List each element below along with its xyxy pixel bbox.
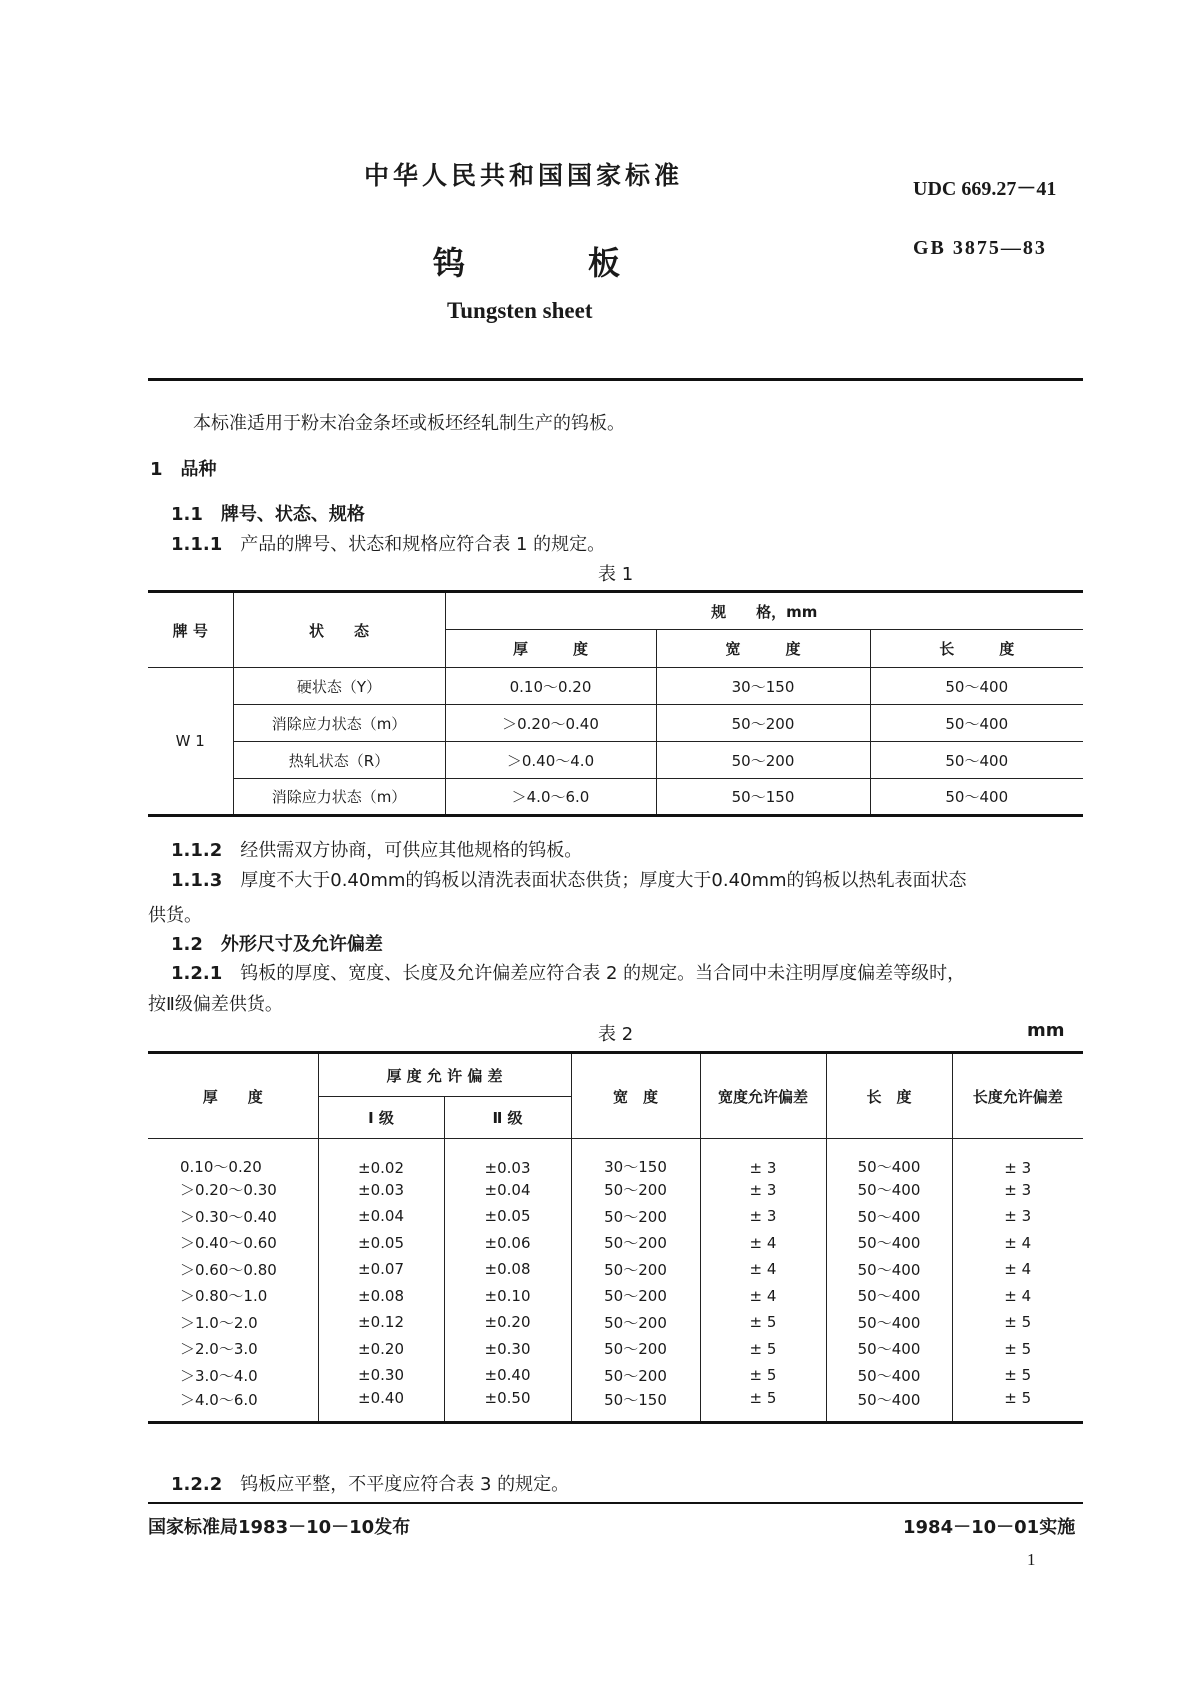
table-cell: 50～400 <box>826 1283 952 1310</box>
table-row <box>148 1336 1083 1363</box>
table-cell: 50～400 <box>826 1139 952 1177</box>
table-cell: ±0.40 <box>444 1362 571 1389</box>
table-cell: 30～150 <box>656 668 870 705</box>
header-grade-1: Ⅰ 级 <box>318 1097 444 1139</box>
clause-number: 1.1.3 <box>171 870 223 891</box>
clause-text: 产品的牌号、状态和规格应符合表 1 的规定。 <box>240 534 606 555</box>
table-cell: 50～200 <box>656 705 870 742</box>
table-cell: ±0.04 <box>318 1203 444 1230</box>
header-grade-2: Ⅱ 级 <box>444 1097 571 1139</box>
intro-text: 本标准适用于粉末冶金条坯或板坯经轧制生产的钨板。 <box>193 413 625 434</box>
table-cell: ±0.12 <box>318 1309 444 1336</box>
clause-1-1-3-cont: 供货。 <box>148 905 202 926</box>
table-cell: ± 5 <box>952 1309 1083 1336</box>
table-cell: 50～400 <box>870 779 1083 816</box>
table-cell: 50～400 <box>870 668 1083 705</box>
table-cell: 50～200 <box>571 1336 700 1363</box>
header-thickness-tolerance: 厚 度 允 许 偏 差 <box>318 1053 571 1097</box>
table-cell: 0.10～0.20 <box>148 1139 318 1177</box>
table-1 <box>148 590 1083 817</box>
table-cell: ＞0.20～0.30 <box>148 1177 318 1204</box>
table-cell: 0.10～0.20 <box>445 668 656 705</box>
table-row <box>148 1283 1083 1310</box>
table-cell: ＞4.0～6.0 <box>445 779 656 816</box>
section-1-1-heading: 1.1 牌号、状态、规格 <box>171 504 365 525</box>
table-cell: ±0.50 <box>444 1389 571 1423</box>
table-cell: ＞0.40～4.0 <box>445 742 656 779</box>
table-row <box>148 1177 1083 1204</box>
table-cell: ±0.04 <box>444 1177 571 1204</box>
table-cell: 50～200 <box>656 742 870 779</box>
table-cell: ±0.10 <box>444 1283 571 1310</box>
title-en: Tungsten sheet <box>447 298 593 323</box>
table-cell: ±0.03 <box>444 1139 571 1177</box>
header-divider <box>148 378 1083 381</box>
table-cell: 消除应力状态（m） <box>233 705 445 742</box>
table-cell: ± 5 <box>700 1389 826 1423</box>
table-cell: ± 4 <box>952 1230 1083 1257</box>
table-cell: ±0.06 <box>444 1230 571 1257</box>
table-cell: ± 5 <box>952 1389 1083 1423</box>
table-cell: ＞0.30～0.40 <box>148 1203 318 1230</box>
clause-1-2-2 <box>171 1470 569 1496</box>
table-row <box>148 1230 1083 1257</box>
table-row <box>148 1139 1083 1177</box>
udc-code: UDC 669.27－41 <box>913 178 1057 200</box>
clause-number: 1.2.1 <box>171 963 223 984</box>
table-cell: ± 3 <box>700 1177 826 1204</box>
table1-caption: 表 1 <box>598 564 634 585</box>
issue-date: 国家标准局1983－10－10发布 <box>148 1517 411 1538</box>
table-cell: 50～200 <box>571 1230 700 1257</box>
clause-1-1-2 <box>171 836 582 862</box>
table-cell: ± 4 <box>700 1230 826 1257</box>
title-cn-1: 钨 <box>433 244 466 282</box>
table-cell: ±0.07 <box>318 1256 444 1283</box>
table-row <box>148 1203 1083 1230</box>
table-row <box>148 742 1083 779</box>
table-cell: 50～400 <box>870 705 1083 742</box>
table-row <box>148 668 1083 705</box>
clause-number: 1.1.1 <box>171 534 223 555</box>
header-thickness: 厚 度 <box>148 1053 318 1139</box>
table-cell: 50～200 <box>571 1283 700 1310</box>
table-cell: 50～400 <box>826 1230 952 1257</box>
table-cell: 30～150 <box>571 1139 700 1177</box>
header-grade: 牌 号 <box>148 592 233 668</box>
table-cell: ＞2.0～3.0 <box>148 1336 318 1363</box>
table-cell: 50～400 <box>826 1389 952 1423</box>
table-cell: ± 3 <box>700 1139 826 1177</box>
table-cell: 消除应力状态（m） <box>233 779 445 816</box>
clause-text: 经供需双方协商，可供应其他规格的钨板。 <box>240 840 583 861</box>
table-cell: 50～200 <box>571 1362 700 1389</box>
table-cell: ± 3 <box>952 1139 1083 1177</box>
table-cell: ±0.02 <box>318 1139 444 1177</box>
table-cell: ±0.05 <box>318 1230 444 1257</box>
standard-number: GB 3875—83 <box>913 237 1047 259</box>
table-cell: ± 5 <box>700 1362 826 1389</box>
table-cell: ±0.40 <box>318 1389 444 1423</box>
section-1-2-heading: 1.2 外形尺寸及允许偏差 <box>171 934 383 955</box>
table-cell: 硬状态（Y） <box>233 668 445 705</box>
table-cell: ±0.08 <box>318 1283 444 1310</box>
table-cell: ＞0.20～0.40 <box>445 705 656 742</box>
header-length: 长 度 <box>826 1053 952 1139</box>
header-width: 宽 度 <box>656 630 870 668</box>
table-cell: ± 5 <box>952 1336 1083 1363</box>
table-cell: 50～150 <box>571 1389 700 1423</box>
clause-text: 钨板的厚度、宽度、长度及允许偏差应符合表 2 的规定。当合同中未注明厚度偏差等级时， <box>240 963 966 984</box>
table-cell: ±0.20 <box>444 1309 571 1336</box>
table-cell: ± 5 <box>700 1336 826 1363</box>
table-cell: 50～200 <box>571 1203 700 1230</box>
table-cell: ±0.08 <box>444 1256 571 1283</box>
table-cell: ± 5 <box>952 1362 1083 1389</box>
table-row <box>148 1256 1083 1283</box>
title-cn-2: 板 <box>588 244 621 282</box>
footer-divider <box>148 1502 1083 1504</box>
table-row <box>148 1309 1083 1336</box>
clause-1-2-1-cont: 按Ⅱ级偏差供货。 <box>148 994 283 1015</box>
table-row <box>148 1389 1083 1423</box>
clause-number: 1.2.2 <box>171 1474 223 1495</box>
standard-title: 中华人民共和国国家标准 <box>364 161 684 190</box>
table-row <box>148 1362 1083 1389</box>
table-cell: ± 4 <box>952 1256 1083 1283</box>
table-cell: ± 3 <box>952 1203 1083 1230</box>
table-cell: ±0.30 <box>444 1336 571 1363</box>
table-cell: 50～150 <box>656 779 870 816</box>
header-length: 长 度 <box>870 630 1083 668</box>
table-cell: ± 3 <box>700 1203 826 1230</box>
header-state: 状 态 <box>233 592 445 668</box>
table-cell: ＞3.0～4.0 <box>148 1362 318 1389</box>
table-cell: 50～400 <box>826 1203 952 1230</box>
table-cell: ±0.03 <box>318 1177 444 1204</box>
table-cell: ± 3 <box>952 1177 1083 1204</box>
clause-1-2-1 <box>171 959 965 985</box>
table-cell: ± 4 <box>700 1283 826 1310</box>
table-cell: 50～400 <box>826 1177 952 1204</box>
clause-1-1-1 <box>171 530 605 556</box>
table-cell: ± 5 <box>700 1309 826 1336</box>
header-width: 宽 度 <box>571 1053 700 1139</box>
table-cell: ±0.05 <box>444 1203 571 1230</box>
table-row <box>148 779 1083 816</box>
effective-date: 1984－10－01实施 <box>903 1517 1076 1538</box>
clause-text: 钨板应平整，不平度应符合表 3 的规定。 <box>240 1474 570 1495</box>
clause-number: 1.1.2 <box>171 840 223 861</box>
table-cell: 50～200 <box>571 1177 700 1204</box>
table-cell: 50～400 <box>870 742 1083 779</box>
table-cell: 热轧状态（R） <box>233 742 445 779</box>
table-cell: ＞1.0～2.0 <box>148 1309 318 1336</box>
table2-caption: 表 2 <box>598 1024 634 1045</box>
table2-unit: mm <box>1027 1020 1065 1041</box>
table-cell: 50～400 <box>826 1309 952 1336</box>
section-1-heading: 1 品种 <box>150 459 217 480</box>
clause-text: 厚度不大于0.40mm的钨板以清洗表面状态供货；厚度大于0.40mm的钨板以热轧表面状态 <box>240 870 967 891</box>
table-cell: ±0.20 <box>318 1336 444 1363</box>
table-cell: 50～400 <box>826 1362 952 1389</box>
table-cell: ± 4 <box>952 1283 1083 1310</box>
table-cell: ＞0.60～0.80 <box>148 1256 318 1283</box>
table-cell: 50～200 <box>571 1256 700 1283</box>
table-cell: 50～200 <box>571 1309 700 1336</box>
table-cell: ± 4 <box>700 1256 826 1283</box>
table-cell: 50～400 <box>826 1336 952 1363</box>
table-cell: 50～400 <box>826 1256 952 1283</box>
table-cell: ＞4.0～6.0 <box>148 1389 318 1423</box>
table-cell: ＞0.40～0.60 <box>148 1230 318 1257</box>
clause-1-1-3 <box>171 866 967 892</box>
header-width-tolerance: 宽度允许偏差 <box>700 1053 826 1139</box>
grade-cell: W 1 <box>148 668 233 816</box>
page-number: 1 <box>1027 1550 1036 1569</box>
table-row <box>148 705 1083 742</box>
table-cell: ＞0.80～1.0 <box>148 1283 318 1310</box>
header-length-tolerance: 长度允许偏差 <box>952 1053 1083 1139</box>
header-thickness: 厚 度 <box>445 630 656 668</box>
table-cell: ±0.30 <box>318 1362 444 1389</box>
table-2 <box>148 1051 1083 1424</box>
header-spec: 规 格，mm <box>445 592 1083 630</box>
